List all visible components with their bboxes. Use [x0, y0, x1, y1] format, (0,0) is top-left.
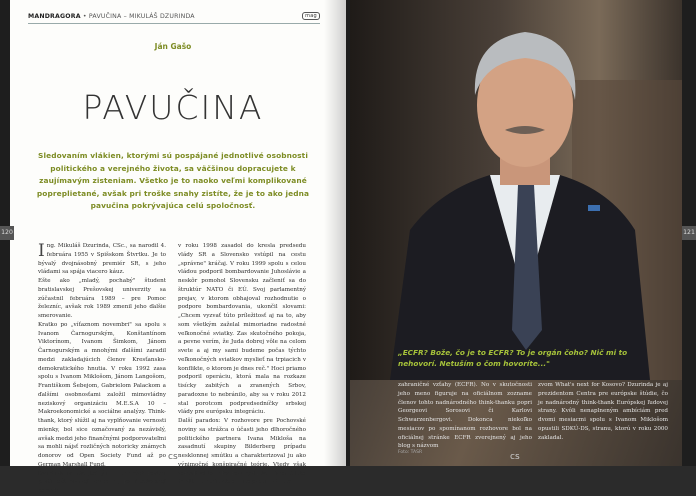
- footer-logo-icon: cs: [168, 452, 178, 462]
- article-title: PAVUČINA: [82, 88, 264, 127]
- paragraph-text: ng. Mikuláš Dzurinda, CSc., sa narodil 4. februára 1955 v Spišskom Štvrtku. Je to bývalý dvojnásobný premiér SR, s jeho vládami sa spája viacero káuz.: [38, 243, 166, 276]
- text-column-1: [38, 242, 166, 496]
- paragraph: Dzurinda sa stal jedným z hlavných postáv protimečiarovskej kampane, po Mečiarovej porážke: [38, 470, 166, 494]
- paragraph: [38, 242, 166, 277]
- page-number-right[interactable]: 121: [682, 226, 696, 240]
- portrait-illustration: [350, 0, 682, 380]
- right-page: [350, 0, 682, 466]
- running-head: [28, 12, 320, 24]
- paragraph: v roku 1998 zasadol do kresla predsedu vlády SR a Slovensko vstúpil na cestu „správne" kráčaj. V roku 1999 spolu s celou vládou podporil bombardovanie Juhoslávie a neskôr pomohol Slovensku začleniť sa do štruktúr NATO či EÚ. Svoj parlamentný prejav, v ktorom obhajoval rozhodnutie o podpore bombardovania, ukončil slovami: „Chcem vyzvať túto príležitosť aj na to, aby som všetkým zaželal mimoriadne radostné veľkonočné sviatky. Zas skutočného pokoja, a pevne verím, že Juda dobrej vôle na celom svete a aj my sami budeme počas týchto veľkonočných sviatkov myslieť na trpiacich v konflikte, o ktorom je dnes reč." Hoci priamo podporil operáciu, ktorá mala na rozkaze tisícky zabitých a zranených Srbov, paradoxne to nebránilo, aby sa v roku 2012 stal porotcom podpredsedníčky srbskej vlády pre európsku integráciu.: [178, 243, 306, 416]
- paragraph: zvom What's next for Kosovo? Dzurinda je aj prezidentom Centra pre európske štúdie, čo je nadnárodný think-thank Európskej ľudovej strany. Kvôli nenaplneným ambíciám pred dvomi mesiacmi spolu s Ivanom Miklošom opustili SDKÚ-DS, stranu, ktorú v roku 2000 zakladal.: [538, 382, 668, 441]
- magazine-logo-icon: mag: [302, 12, 320, 20]
- portrait-photo: [350, 0, 682, 380]
- article-author: Ján Gašo: [154, 42, 192, 51]
- running-head-rest: • PAVUČINA – MIKULÁŠ DZURINDA: [80, 13, 195, 20]
- page-number-left[interactable]: 120: [0, 226, 14, 240]
- paragraph: Ešte ako „mladý, pochabý" študent bratislavskej Prešovskej univerzity sa zúčastnil februára 1989 – pre Pomoc železníc, avšak rok 1989 zmenil jeho ďalšie smerovanie.: [38, 278, 166, 319]
- running-head-section: MANDRAGORA: [28, 13, 81, 20]
- paragraph: Kratko po „víťaznom novembri" sa spolu s Ivanom Čarnogurským, Konštantínom Viktorínom, Ivanom Šimkom, Jánom Čarnogurským a mnohými ďalšími zaradil medzi zakladajúcich členov Kresťansko-demokratického hnutia. V roku 1992 zasa spolu s Ivanom Miklošom, Jánom Langošom, Františkom Šebejom, Gabrielom Palackom a ďalšími osobnosťami založil mimovládny neziskový organizáciu M.E.S.A 10 – Makroekonomické a sociálne analýzy. Think-thank, ktorý slúžil aj na vyplňovanie vernosti mienky, bol sice označovaný za nezávislý, avšak medzi jeho finančnými podporovateľmi sa mohli nájsť rozličných notoricky známych donorov od Open Society Fund až po German Marshall Fund.: [38, 321, 166, 468]
- left-page: [10, 0, 346, 494]
- text-column-4: [538, 381, 668, 442]
- paragraph: zahraničné vzťahy (ECFR). No v skutočnosti jeho meno figuruje na oficiálnom zozname členov tohto nadnárodného think-thanku popri Georgeovi Sorosovi či Karlovi Schwarzenbergovi. Dokonca niekoľko mesiacov po spomínanom rozhovore bol na oficiálnej stránke ECFR zverejnený aj jeho blog s názvom: [398, 382, 532, 450]
- photo-credit: Foto: TASR: [398, 450, 423, 455]
- paragraph: Další paradox: V rozhovore pre Pochovské noviny sa strážca o účasti jeho dlhoročného politického partnera Ivana Mikloša na zasadnutí skupiny Bilderberg prípadu nesklonnej smútku a charakterizoval ju ako výnimočné konšpiračné teórie. Vtedy však zobrali aj to, aby boli vydania mimo. Alebo tvrdil, že nevie nič o Európskej rade pre: [178, 418, 306, 486]
- footer-logo-icon: cs: [510, 452, 520, 462]
- text-column-2: [178, 242, 306, 487]
- drop-cap: I: [38, 241, 45, 261]
- photo-caption: „ECFR? Bože, čo je to ECFR? To je orgán čoho? Nič mi to nehovorí. Netuším o čom hovoríte...": [398, 348, 628, 368]
- article-lead: Sledovaním vlákien, ktorými sú pospájané jednotlivé osobnosti politického a verejného života, sa väčšinou dopracujete k zaujímavým zisteniam. Všetko je to naoko veľmi komplikované popreplietané, avšak pri troške snahy zistíte, že je to ako jedna pavučina pokrývajúca celú spoločnosť.: [36, 151, 310, 211]
- text-column-3: [398, 381, 532, 451]
